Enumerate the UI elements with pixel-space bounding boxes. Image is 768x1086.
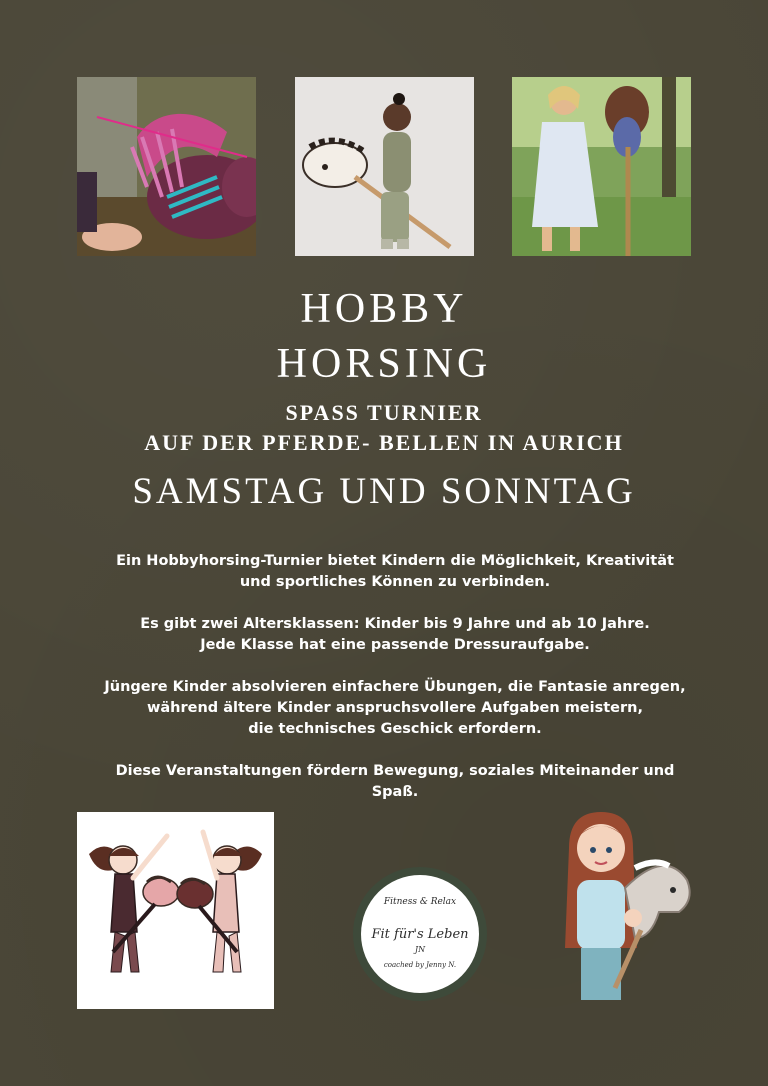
subtitle-line-2: AUF DER PFERDE- BELLEN IN AURICH: [144, 430, 624, 455]
event-days: SAMSTAG UND SONNTAG: [132, 471, 636, 512]
text-line: Es gibt zwei Altersklassen: Kinder bis 9 Jahre und ab 10 Jahre.: [140, 616, 650, 632]
girl-with-hobby-horse-illustration: [555, 808, 705, 1008]
title-line-2: HORSING: [276, 341, 492, 387]
description: [90, 551, 700, 824]
logo-initials: JN: [414, 945, 426, 954]
text-line: Ein Hobbyhorsing-Turnier bietet Kindern die Möglichkeit, Kreativität: [116, 553, 674, 569]
text-line: Jede Klasse hat eine passende Dressuraufgabe.: [200, 637, 590, 653]
paragraph-age-classes: [90, 614, 700, 656]
two-girls-illustration: [77, 812, 274, 1009]
paragraph-benefits: [90, 761, 700, 803]
text-line: und sportliches Können zu verbinden.: [239, 574, 551, 590]
child-with-hobby-horse-photo: [295, 77, 474, 256]
logo-tagline: Fitness & Relax: [383, 897, 457, 907]
text-line: Diese Veranstaltungen fördern Bewegung, soziales Miteinander und Spaß.: [115, 763, 675, 800]
logo-coach: coached by Jenny N.: [383, 961, 457, 969]
girl-with-brown-hobby-horse-photo: [512, 77, 691, 256]
text-line: Jüngere Kinder absolvieren einfachere Übungen, die Fantasie anregen,: [104, 679, 686, 695]
logo-name: Fit für's Leben: [371, 927, 469, 942]
text-line: während ältere Kinder anspruchsvollere Aufgaben meistern,: [147, 700, 643, 716]
knitted-hobby-horse-photo: [77, 77, 256, 256]
paragraph-exercises: [90, 677, 700, 740]
subtitle-line-1: SPASS TURNIER: [285, 400, 483, 425]
text-line: die technisches Geschick erfordern.: [248, 721, 542, 737]
title-line-1: HOBBY: [300, 286, 468, 332]
brand-logo: [353, 867, 487, 1001]
logo-badge: [361, 875, 479, 993]
paragraph-intro: [90, 551, 700, 593]
